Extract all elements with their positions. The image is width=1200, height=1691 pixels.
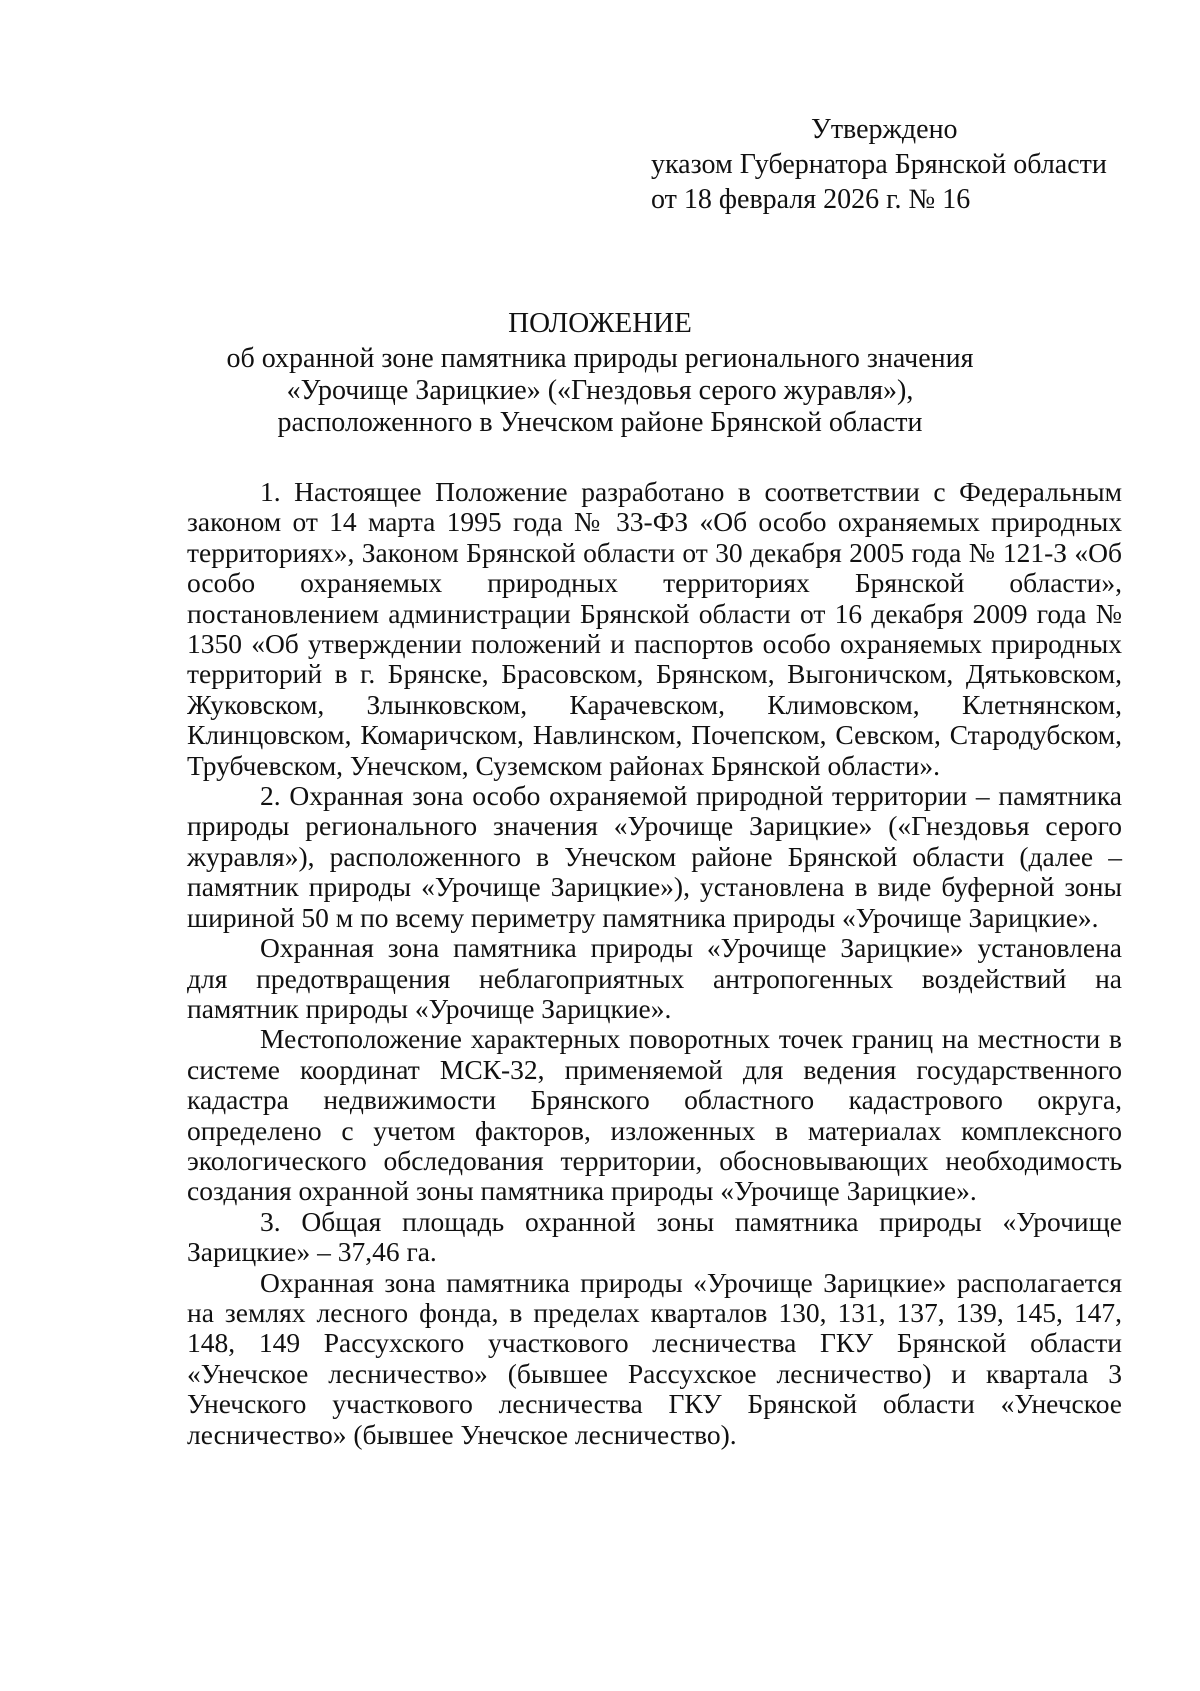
paragraph-3: Охранная зона памятника природы «Урочище Зарицкие» установлена для предотвращения неблагоприятных антропогенных воздействий на памятник природы «Урочище Зарицкие».: [187, 932, 1122, 1024]
approval-stamp: [651, 112, 1107, 217]
document-body: [187, 477, 1122, 1450]
title-heading: ПОЛОЖЕНИЕ: [508, 307, 692, 339]
approval-line-date: от 18 февраля 2026 г. № 16: [651, 184, 971, 215]
approval-line-decree: указом Губернатора Брянской области: [651, 149, 1107, 180]
paragraph-6: Охранная зона памятника природы «Урочище Зарицкие» располагается на землях лесного фонда, в пределах кварталов 130, 131, 137, 139, 145, 147, 148, 149 Рассухского участкового лесничества ГКУ Брянской области «Унечское лесничество» (бывшее Рассухское лесничество) и квартала 3 Унечского участкового лесничества ГКУ Брянской области «Унечское лесничество» (бывшее Унечское лесничество).: [187, 1266, 1122, 1450]
paragraph-4: Местоположение характерных поворотных точек границ на местности в системе координат МСК-32, применяемой для ведения государственного кадастра недвижимости Брянского областного кадастрового округа, определено с учетом факторов, изложенных в материалах комплексного экологического обследования территории, обосновывающих необходимость создания охранной зоны памятника природы «Урочище Зарицкие».: [187, 1023, 1122, 1207]
paragraph-1: 1. Настоящее Положение разработано в соответствии с Федеральным законом от 14 марта 1995 года № 33-ФЗ «Об особо охраняемых природных территориях», Законом Брянской области от 30 декабря 2005 года № 121-З «Об особо охраняемых природных территориях Брянской области», постановлением администрации Брянской области от 16 декабря 2009 года № 1350 «Об утверждении положений и паспортов особо охраняемых природных территорий в г. Брянске, Брасовском, Брянском, Выгоничском, Дятьковском, Жуковском, Злынковском, Карачевском, Климовском, Клетнянском, Клинцовском, Комаричском, Навлинском, Почепском, Севском, Стародубском, Трубчевском, Унечском, Суземском районах Брянской области».: [187, 476, 1122, 781]
paragraph-2: 2. Охранная зона особо охраняемой природной территории – памятника природы регионального значения «Урочище Зарицкие» («Гнездовья серого журавля»), расположенного в Унечском районе Брянской области (далее – памятник природы «Урочище Зарицкие»), установлена в виде буферной зоны шириной 50 м по всему периметру памятника природы «Урочище Зарицкие».: [187, 780, 1122, 933]
paragraph-5: 3. Общая площадь охранной зоны памятника природы «Урочище Зарицкие» – 37,46 га.: [187, 1205, 1122, 1268]
title-line-1: об охранной зоне памятника природы регионального значения: [226, 343, 974, 374]
title-line-3: расположенного в Унечском районе Брянской области: [277, 407, 923, 438]
document-title: [0, 307, 1200, 439]
approval-line-approved: Утверждено: [811, 114, 958, 145]
title-line-2: «Урочище Зарицкие» («Гнездовья серого журавля»),: [286, 375, 914, 406]
